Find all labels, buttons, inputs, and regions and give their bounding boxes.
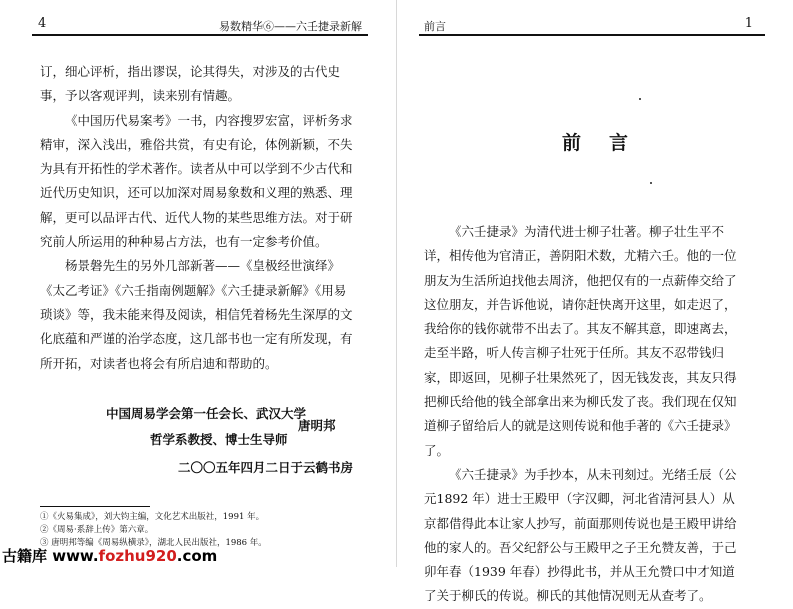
paragraph: 杨景磐先生的另外几部新著——《皇极经世演绎》《太乙考证》《六壬指南例题解》《六壬捷录新解》《用易琐谈》等，我未能来得及阅读，相信凭着杨先生深厚的文化底蕴和严谨的治学态度，这几部书也一定有所发现，有所开拓，对读者也将会有所启迪和帮助的。 (40, 258, 353, 371)
scan-speck (650, 182, 652, 184)
right-page (397, 0, 793, 604)
left-page-number: 4 (38, 16, 47, 31)
right-body-text (424, 220, 744, 609)
right-page-number: 1 (744, 16, 753, 31)
right-running-head: 前言 (424, 20, 446, 33)
left-header-rule (32, 34, 368, 36)
chapter-title: 前言 (561, 132, 656, 154)
left-body-text (40, 60, 358, 376)
paragraph: 《中国历代易案考》一书，内容搜罗宏富，评析务求精审，深入浅出，雅俗共赏，有史有论，体例新颖，不失为具有开拓性的学术著作。读者从中可以学到不少古代和近代历史知识，还可以加深对周易象数和义理的熟悉、理解，更可以品评古代、近代人物的某些思维方法。对于研究前人所运用的种种易占方法，也有一定参考价值。 (40, 112, 353, 250)
paragraph: 订，细心评析，指出谬误，论其得失，对涉及的古代史事，予以客观评判，读来别有情趣。 (40, 64, 341, 104)
paragraph: 《六壬捷录》为清代进士柳子壮著。柳子壮生平不详，相传他为官清正，善阴阳术数，尤精六壬。他的一位朋友为生活所迫找他去周济，他把仅有的一点薪俸交给了这位朋友，并告诉他说，请你赶快离开这里，如走迟了，我给你的钱你就带不出去了。其友不解其意，即速离去，走至半路，听人传言柳子壮死于任所。其友不忍带钱归家，即返回，见柳子壮果然死了，因无钱发丧，其友只得把柳氏给他的钱全部拿出来为柳氏发了丧。我们现在仅知道柳子留给后人的就是这则传说和他手著的《六壬捷录》了。 (424, 224, 737, 458)
footnote-2: ②《周易·系辞上传》第六章。 (40, 525, 154, 535)
site-watermark: 古籍库 www.fozhu920.com (2, 547, 218, 565)
left-running-head: 易数精华⑥——六壬捷录新解 (219, 20, 362, 33)
signature-name: 唐明邦 (298, 418, 336, 433)
signature-line-1: 中国周易学会第一任会长、武汉大学 (106, 406, 307, 421)
scan-speck (639, 98, 641, 100)
left-page (0, 0, 396, 567)
footnote-rule (40, 506, 150, 507)
paragraph: 《六壬捷录》为手抄本，从未刊刻过。光绪壬辰（公元1892 年）进士王殿甲（字汉卿，河北省清河县人）从京都借得此本让家人抄写，前面那则传说也是王殿甲讲给他的家人的。吾父纪舒公与王殿甲之子王允赞友善，于己卯年春（1939 年春）抄得此书，并从王允赞口中才知道了关于柳氏的传说。柳氏的其他情况则无从查考了。 (424, 466, 737, 604)
footnote-3: ③ 唐明邦等编《周易纵横录》，湖北人民出版社，1986 年。 (40, 538, 267, 548)
right-header-rule (419, 34, 765, 36)
signature-line-2: 哲学系教授、博士生导师 (150, 432, 288, 447)
signature-date: 二〇〇五年四月二日于云鹤书房 (178, 460, 354, 475)
footnote-1: ①《火易集成》，刘大钧主编，文化艺术出版社，1991 年。 (40, 512, 265, 522)
